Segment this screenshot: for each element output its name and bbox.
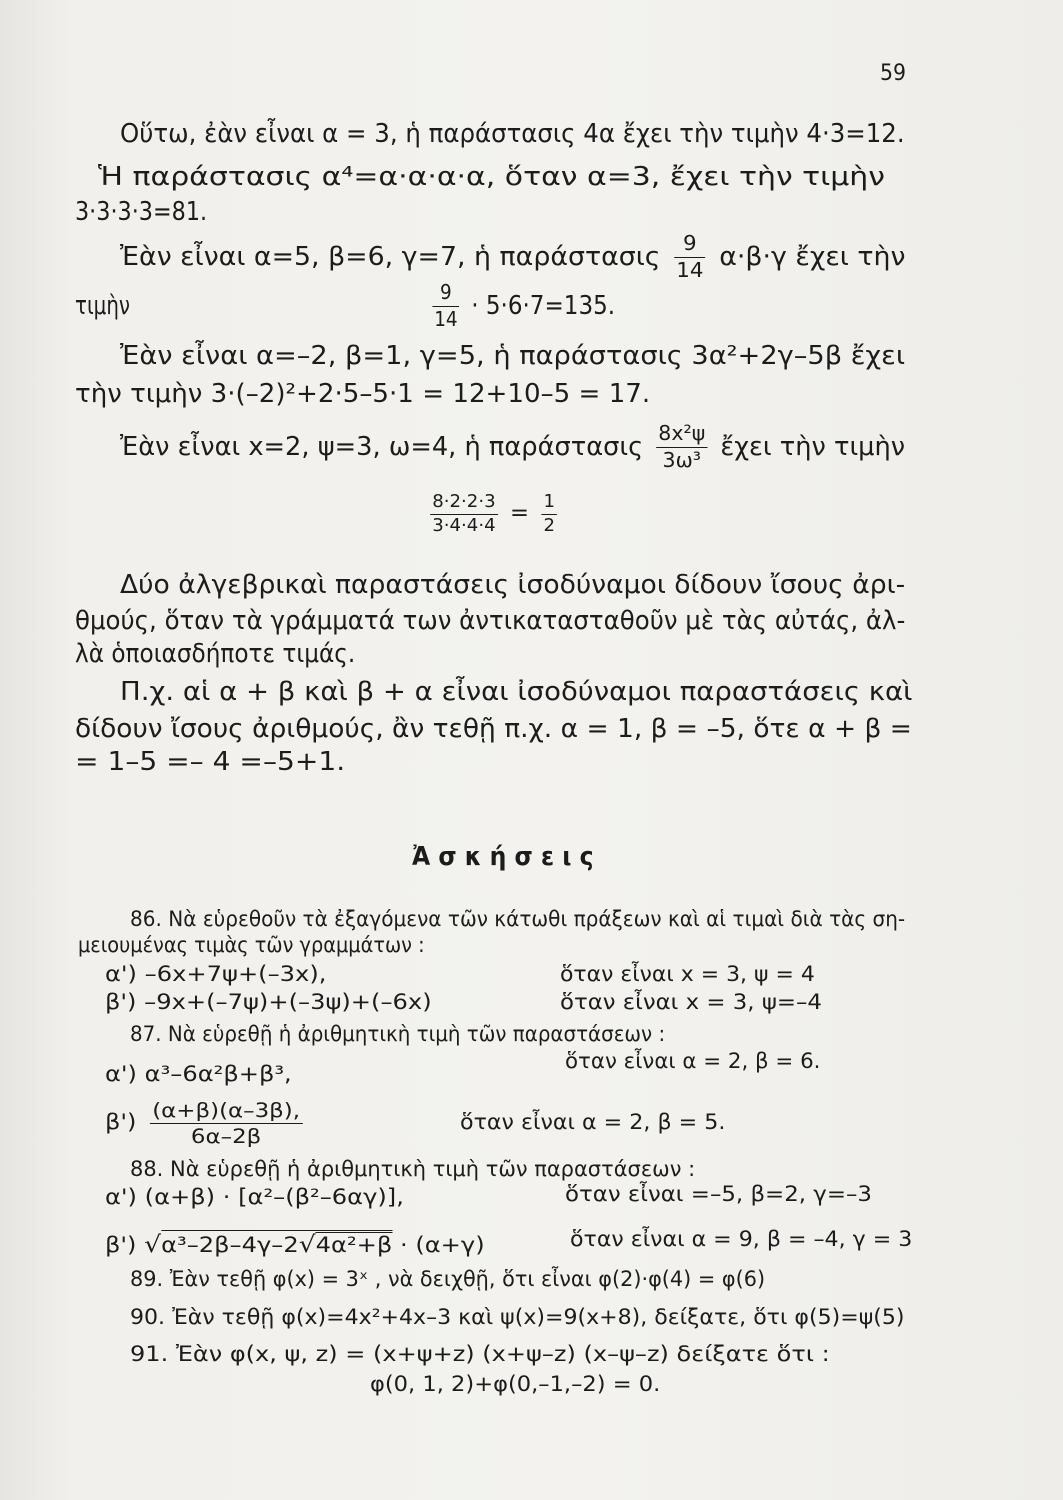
- exercise-number: 88.: [130, 1157, 164, 1181]
- exercise-text: Νὰ εὑρεθῇ ἡ ἀριθμητικὴ τιμὴ τῶν παραστάσεων :: [170, 1157, 696, 1181]
- exercise-text: Ἐὰν τεθῇ φ(x) = 3ˣ , νὰ δειχθῇ, ὅτι εἶναι φ(2)·φ(4) = φ(6): [169, 1267, 766, 1291]
- exercise-87-line-1: [130, 1022, 665, 1047]
- exercise-88-line-1: [130, 1157, 695, 1182]
- exercise-87-a-condition: ὅταν εἶναι α = 2, β = 6.: [565, 1049, 821, 1073]
- fraction-numerator: 8·2·2·3: [432, 492, 496, 513]
- item-expression: · (α+γ): [399, 1233, 485, 1257]
- fraction-numerator: 9: [683, 231, 697, 256]
- exercise-text: Ἐὰν τεθῇ φ(x)=4x²+4x–3 καὶ ψ(x)=9(x+8), δείξατε, ὅτι φ(5)=ψ(5): [172, 1305, 905, 1329]
- exercise-87-b-condition: ὅταν εἶναι α = 2, β = 5.: [460, 1110, 726, 1134]
- exercise-88-a-condition: ὅταν εἶναι =–5, β=2, γ=–3: [565, 1182, 872, 1206]
- fraction: [674, 232, 705, 283]
- item-label: α'): [105, 962, 137, 986]
- body-line-6: Ἐὰν εἶναι α=–2, β=1, γ=5, ἡ παράστασις 3α²+2γ–5β ἔχει: [120, 341, 906, 371]
- section-heading: Ἀσκήσεις: [412, 842, 602, 872]
- fraction-denominator: 2: [541, 514, 557, 536]
- exercise-number: 91.: [130, 1342, 169, 1366]
- item-expression: (α+β) · [α²–(β²–6αγ)],: [144, 1185, 404, 1209]
- item-expression: α³–6α²β+β³,: [144, 1062, 292, 1086]
- body-line-4: [120, 231, 906, 282]
- fraction-denominator: 3·4·4·4: [430, 514, 498, 536]
- exercise-number: 86.: [130, 907, 162, 931]
- text-segment: · 5·6·7=135.: [471, 291, 616, 321]
- exercise-88-a: [105, 1185, 404, 1210]
- radical-sign: √: [144, 1232, 162, 1258]
- item-label: α'): [105, 1185, 137, 1209]
- body-line-15: = 1–5 =– 4 =–5+1.: [75, 747, 346, 777]
- fraction-numerator: 1: [543, 492, 555, 513]
- item-expression: –6x+7ψ+(–3x),: [144, 962, 327, 986]
- exercise-number: 89.: [130, 1267, 164, 1291]
- body-line-1: Οὕτω, ἐὰν εἶναι α = 3, ἡ παράστασις 4α ἔχει τὴν τιμὴν 4·3=12.: [120, 119, 905, 149]
- exercise-number: 90.: [130, 1305, 166, 1329]
- body-line-5-formula: [428, 280, 616, 331]
- equals-sign: =: [510, 501, 530, 526]
- body-line-11: θμούς, ὅταν τὰ γράμματά των ἀντικατασταθοῦν μὲ τὰς αὐτάς, ἀλ-: [75, 606, 906, 636]
- exercise-86-line-1: [130, 907, 905, 932]
- exercise-91-line-2: φ(0, 1, 2)+φ(0,–1,–2) = 0.: [370, 1372, 661, 1396]
- text-segment: α·β·γ ἔχει τὴν: [719, 242, 906, 272]
- fraction-denominator: 6α–2β: [150, 1123, 302, 1148]
- exercise-88-b: [105, 1230, 485, 1258]
- exercise-86-a-condition: ὅταν εἶναι x = 3, ψ = 4: [560, 962, 815, 986]
- body-line-14: δίδουν ἴσους ἀριθμούς, ἂν τεθῇ π.χ. α = 1, β = –5, ὅτε α + β =: [75, 714, 912, 744]
- fraction: [150, 1099, 302, 1148]
- item-label: α'): [105, 1062, 137, 1086]
- radical-sign: √: [298, 1232, 316, 1258]
- body-line-13: Π.χ. αἱ α + β καὶ β + α εἶναι ἰσοδύναμοι παραστάσεις καὶ: [120, 677, 913, 707]
- exercise-number: 87.: [130, 1022, 162, 1046]
- item-expression: –9x+(–7ψ)+(–3ψ)+(–6x): [144, 990, 432, 1014]
- radicand-text: 4α²+β: [315, 1233, 393, 1257]
- fraction-denominator: 14: [434, 307, 458, 331]
- fraction: [656, 422, 707, 473]
- body-line-5-start: τιμὴν: [75, 291, 130, 321]
- fraction-numerator: 8x²ψ: [658, 421, 706, 446]
- fraction-denominator: 3ω³: [656, 447, 707, 473]
- body-line-8: [120, 421, 906, 472]
- text-segment: ἔχει τὴν τιμὴν: [720, 432, 906, 462]
- exercise-87-a: [105, 1062, 292, 1087]
- body-line-10: Δύο ἀλγεβρικαὶ παραστάσεις ἰσοδύναμοι δίδουν ἴσους ἀρι-: [120, 570, 906, 600]
- body-line-3: 3·3·3·3=81.: [75, 197, 208, 227]
- body-line-12: λὰ ὁποιασδήποτε τιμάς.: [75, 639, 356, 669]
- fraction: [432, 281, 459, 332]
- fraction: [430, 492, 498, 535]
- radicand-text: α³–2β–4γ–2: [161, 1233, 299, 1257]
- exercise-86-b: [105, 990, 432, 1015]
- item-label: β'): [105, 990, 137, 1014]
- fraction: [541, 492, 557, 535]
- exercise-90: [130, 1305, 904, 1330]
- exercise-89: [130, 1267, 765, 1292]
- item-label: β'): [105, 1110, 137, 1134]
- fraction-numerator: (α+β)(α–3β),: [152, 1097, 301, 1122]
- exercise-86-a: [105, 962, 326, 987]
- body-line-7: τὴν τιμὴν 3·(–2)²+2·5–5·1 = 12+10–5 = 17.: [75, 379, 651, 409]
- body-line-2: Ἡ παράστασις α⁴=α·α·α·α, ὅταν α=3, ἔχει τὴν τιμὴν: [98, 162, 885, 192]
- exercise-text: Νὰ εὑρεθῇ ἡ ἀριθμητικὴ τιμὴ τῶν παραστάσεων :: [167, 1022, 666, 1046]
- exercise-text: Νὰ εὑρεθοῦν τὰ ἐξαγόμενα τῶν κάτωθι πράξεων καὶ αἱ τιμαὶ διὰ τὰς ση-: [168, 907, 906, 931]
- inner-radicand: [316, 1232, 393, 1257]
- page-number: 59: [880, 61, 906, 86]
- exercise-88-b-condition: ὅταν εἶναι α = 9, β = –4, γ = 3: [570, 1227, 913, 1251]
- text-segment: Ἐὰν εἶναι α=5, β=6, γ=7, ἡ παράστασις: [120, 242, 661, 272]
- exercise-86-b-condition: ὅταν εἶναι x = 3, ψ=–4: [560, 990, 822, 1014]
- text-segment: Ἐὰν εἶναι x=2, ψ=3, ω=4, ἡ παράστασις: [120, 432, 644, 462]
- item-label: β'): [105, 1233, 137, 1257]
- fraction-denominator: 14: [674, 257, 705, 283]
- radicand: [161, 1230, 392, 1258]
- exercise-text: Ἐὰν φ(x, ψ, z) = (x+ψ+z) (x+ψ–z) (x–ψ–z) δείξατε ὅτι :: [175, 1342, 830, 1366]
- fraction-numerator: 9: [440, 280, 452, 305]
- exercise-91-line-1: [130, 1342, 830, 1367]
- exercise-86-line-2: μειουμένας τιμὰς τῶν γραμμάτων :: [78, 933, 425, 957]
- body-line-9-equation: [425, 492, 562, 536]
